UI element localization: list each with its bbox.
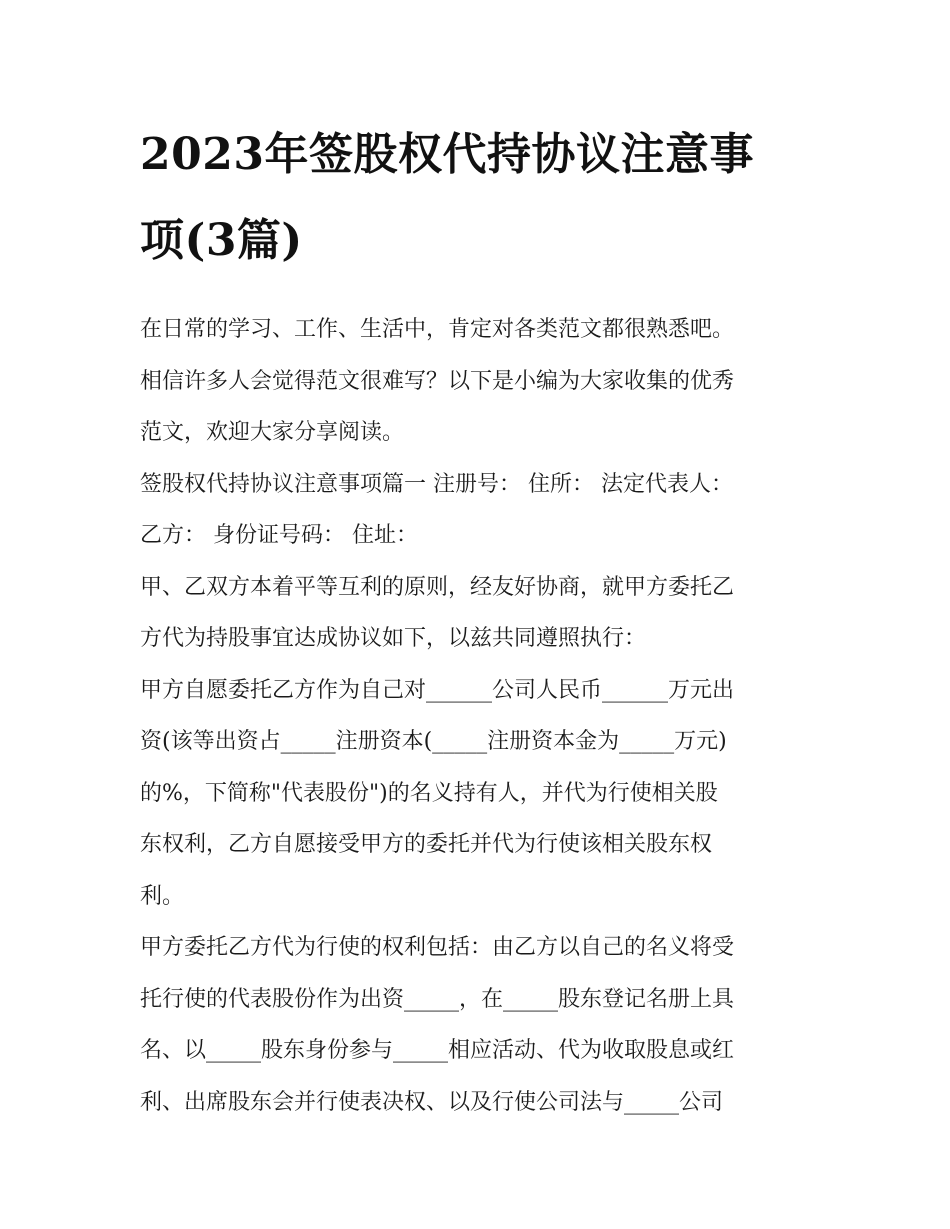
text-line: 利、出席股东会并行使表决权、以及行使公司法与_____公司 <box>140 1089 724 1115</box>
text-line: 甲方自愿委托乙方作为自己对______公司人民币______万元出 <box>140 677 735 703</box>
text-line: 范文，欢迎大家分享阅读。 <box>140 420 405 445</box>
title-line: 项(3篇) <box>140 215 303 266</box>
text-line: 签股权代持协议注意事项篇一 注册号： 住所： 法定代表人： <box>140 471 733 497</box>
text-line: 乙方： 身份证号码： 住址： <box>140 523 418 548</box>
clause-2-paragraph <box>140 922 816 1128</box>
text-line: 甲方委托乙方代为行使的权利包括：由乙方以自己的名义将受 <box>140 935 735 960</box>
text-line: 方代为持股事宜达成协议如下，以兹共同遵照执行： <box>140 626 647 651</box>
text-line: 的%，下简称"代表股份")的名义持有人，并代为行使相关股 <box>140 780 718 806</box>
document-body <box>140 304 816 1128</box>
title-line: 2023年签股权代持协议注意事 <box>140 129 754 180</box>
text-line: 托行使的代表股份作为出资_____，在_____股东登记名册上具 <box>140 986 735 1012</box>
text-line: 相信许多人会觉得范文很难写？以下是小编为大家收集的优秀 <box>140 368 735 394</box>
text-line: 名、以_____股东身份参与_____相应活动、代为收取股息或红 <box>140 1038 735 1063</box>
intro-paragraph <box>140 304 816 459</box>
clause-1-paragraph <box>140 665 816 923</box>
text-line: 利。 <box>140 883 185 909</box>
header-paragraph <box>140 459 816 562</box>
preamble-paragraph <box>140 562 816 665</box>
text-line: 甲、乙双方本着平等互利的原则，经友好协商，就甲方委托乙 <box>140 574 735 600</box>
document-page <box>140 112 816 1128</box>
text-line: 资(该等出资占_____注册资本(_____注册资本金为_____万元) <box>140 729 727 754</box>
document-title <box>140 112 816 284</box>
text-line: 东权利，乙方自愿接受甲方的委托并代为行使该相关股东权 <box>140 832 713 857</box>
text-line: 在日常的学习、工作、生活中，肯定对各类范文都很熟悉吧。 <box>140 317 735 342</box>
